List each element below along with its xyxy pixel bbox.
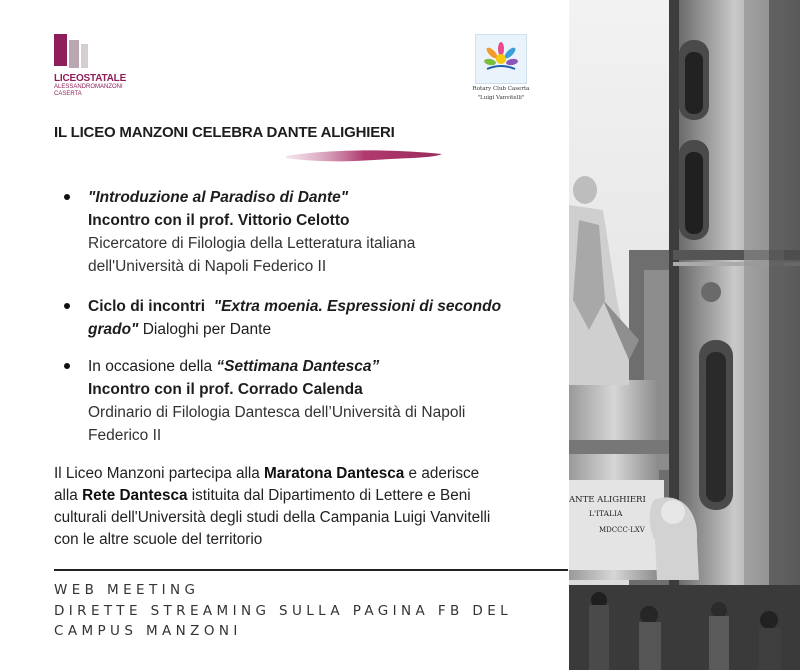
description-paragraph: Il Liceo Manzoni partecipa alla Maratona Dantesca e aderisce alla Rete Dantesca istituita dal Dipartimento di Lettere e Beni culturali dell'Università degli studi della Campania Luigi Vanvitelli con le altre scuole del territorio [54,465,491,548]
logo-city: CASERTA [54,91,82,97]
event-description: Federico II [88,427,162,444]
rotary-caption-2: "Luigi Vanvitelli" [477,95,525,101]
event-description: Dialoghi per Dante [142,321,272,338]
rotary-caption-1: Rotary Club Caserta [472,86,530,92]
inscription-1: ANTE ALIGHIERI [569,495,646,505]
logo-title: LICEOSTATALE [54,73,127,84]
bullet-icon [64,303,70,309]
event-lead: Ciclo di incontri [88,298,206,315]
rotary-emblem [475,34,527,84]
event-title: "Introduzione al Paradiso di Dante" [88,189,349,206]
event-title: “Settimana Dantesca” [216,358,380,375]
event-title: "Extra moenia. Espressioni di secondo [213,298,502,315]
maratona-highlight: Maratona Dantesca [264,465,405,482]
list-item [64,355,554,447]
logo-subtitle: ALESSANDROMANZONI [54,84,123,90]
web-meeting-line: DIRETTE STREAMING SULLA PAGINA FB DEL [54,602,513,619]
event-title-cont: grado" [88,321,139,338]
event-speaker: Incontro con il prof. Corrado Calenda [88,381,363,398]
web-meeting-info [54,580,512,642]
bullet-icon [64,363,70,369]
dante-statue-photo [569,0,800,670]
liceo-logo-mark [54,34,94,70]
event-description: dell'Università di Napoli Federico II [88,258,327,275]
divider [54,569,568,571]
rotary-club-logo [470,34,532,102]
brush-stroke-underline [284,146,444,168]
inscription-2: L'ITALIA [589,509,623,518]
event-description: Ordinario di Filologia Dantesca dell’Università di Napoli [88,404,466,421]
list-item [64,186,554,278]
list-item [64,295,554,341]
liceo-manzoni-logo [54,34,164,98]
event-description: Ricercatore di Filologia della Letteratura italiana [88,235,416,252]
page-title: IL LICEO MANZONI CELEBRA DANTE ALIGHIERI [54,124,395,141]
event-list [64,186,554,447]
rete-highlight: Rete Dantesca [82,487,188,504]
inscription-3: MDCCC·LXV [599,526,645,534]
event-speaker: Incontro con il prof. Vittorio Celotto [88,212,350,229]
event-lead: In occasione della [88,358,213,375]
web-meeting-line: CAMPUS MANZONI [54,623,242,639]
web-meeting-line: WEB MEETING [54,582,200,598]
bullet-icon [64,194,70,200]
